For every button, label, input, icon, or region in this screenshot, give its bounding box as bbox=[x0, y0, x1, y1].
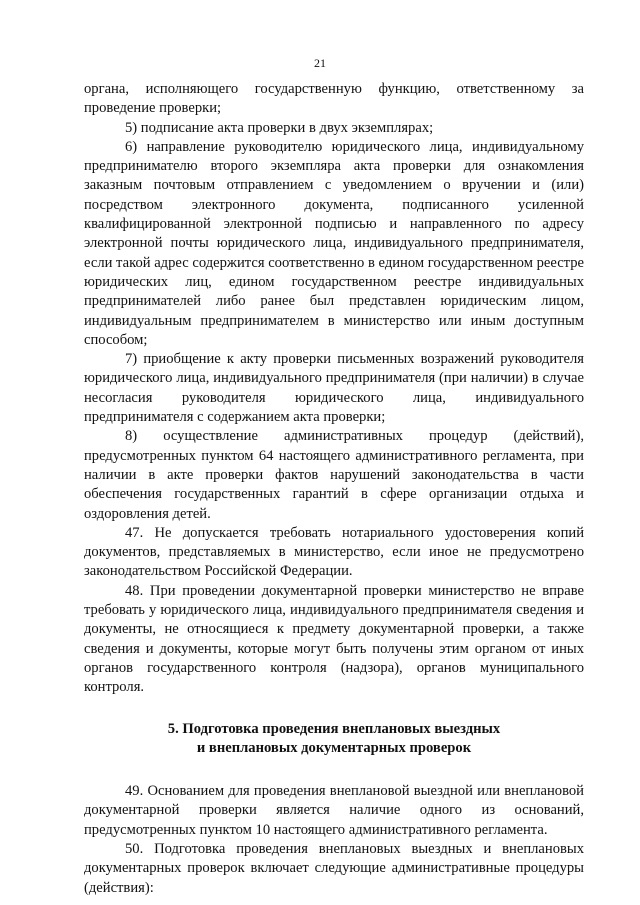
paragraph-item-5: 5) подписание акта проверки в двух экземплярах; bbox=[125, 119, 434, 136]
paragraph-continuation: органа, исполняющего государственную функцию, ответственному за проведение проверки; bbox=[84, 81, 584, 117]
paragraph-item-7: 7) приобщение к акту проверки письменных возражений руководителя юридического лица, индивидуального предпринимателя (при наличии) в случае несогласия руководителя юридического лица, индивидуального предпринимателя с содержанием акта проверки; bbox=[84, 351, 584, 426]
paragraph-50: 50. Подготовка проведения внеплановых выездных и внеплановых документарных проверок включает следующие административные процедуры (действия): bbox=[84, 840, 584, 896]
page-number: 21 bbox=[314, 56, 326, 70]
paragraph-item-8: 8) осуществление административных процедур (действий), предусмотренных пунктом 64 настоящего административного регламента, при наличии в акте проверки фактов нарушений законодательства в части обеспечения государственных гарантий в сфере организации отдыха и оздоровления детей. bbox=[84, 428, 584, 522]
section-heading-line-1: 5. Подготовка проведения внеплановых выездных bbox=[167, 720, 501, 737]
document-body bbox=[84, 80, 584, 898]
section-heading-line-2: и внеплановых документарных проверок bbox=[196, 739, 472, 756]
paragraph-49: 49. Основанием для проведения внеплановой выездной или внеплановой документарной проверки является наличие одного из оснований, предусмотренных пунктом 10 настоящего административного регламента. bbox=[84, 783, 584, 838]
paragraph-48: 48. При проведении документарной проверки министерство не вправе требовать у юридического лица, индивидуального предпринимателя сведения и документы, не относящиеся к предмету документарной проверки, а также сведения и документы, которые могут быть получены этим органом от иных органов государственного контроля (надзора), органов муниципального контроля. bbox=[84, 582, 584, 696]
paragraph-item-6: 6) направление руководителю юридического лица, индивидуальному предпринимателю второго экземпляра акта проверки для ознакомления заказным почтовым отправлением с уведомлением о вручении и (или) посредством электронного документа, подписанного усиленной квалифицированной электронной подписью и направленного по адресу электронной почты юридического лица, индивидуального предпринимателя, если такой адрес содержится соответственно в едином государственном реестре юридических лиц, едином государственном реестре индивидуальных предпринимателей либо ранее был представлен юридическим лицом, индивидуальным предпринимателем в министерство или иным доступным способом; bbox=[84, 138, 584, 348]
paragraph-47: 47. Не допускается требовать нотариального удостоверения копий документов, представляемых в министерство, если иное не предусмотрено законодательством Российской Федерации. bbox=[84, 524, 584, 580]
